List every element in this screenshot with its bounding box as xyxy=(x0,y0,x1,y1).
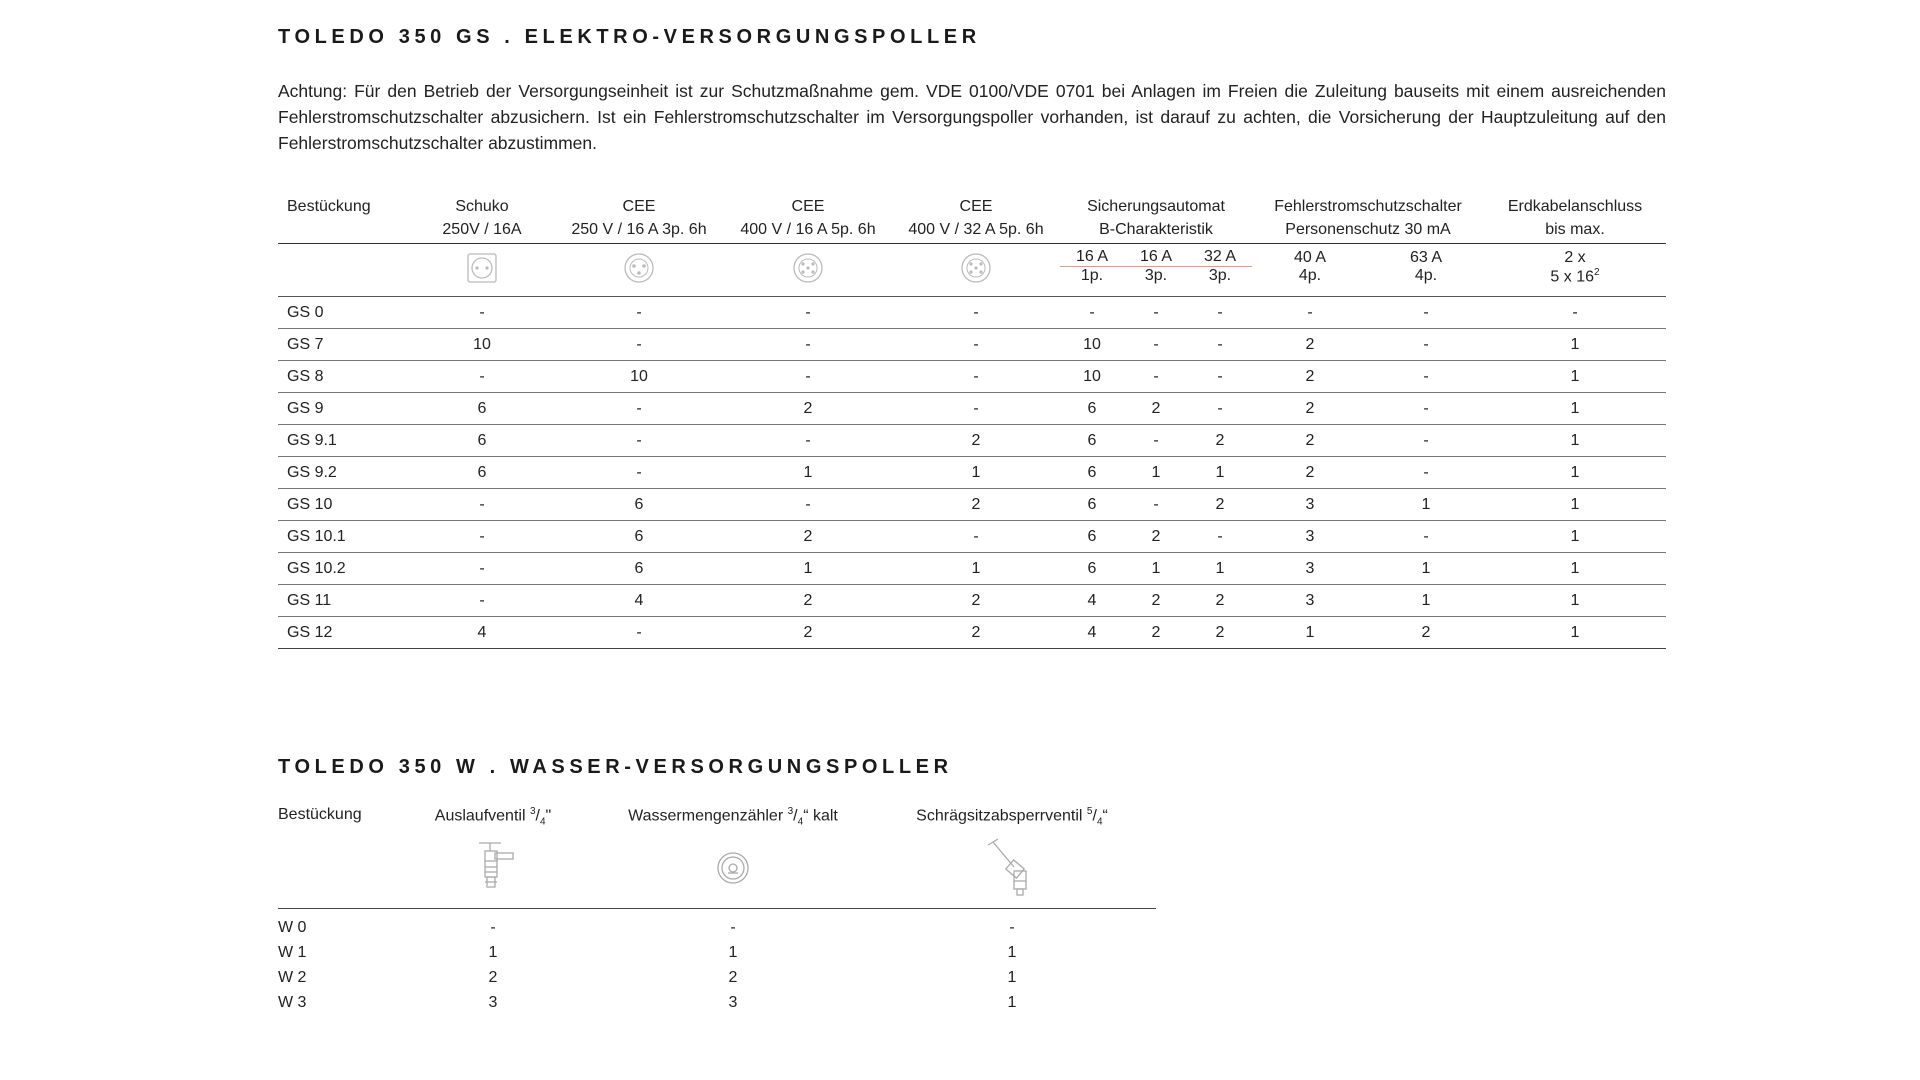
table-cell: - xyxy=(410,585,554,617)
table-cell: 4 xyxy=(410,617,554,649)
table-cell: 2 xyxy=(1188,425,1252,457)
table-cell: - xyxy=(1484,297,1666,329)
table-row xyxy=(278,553,1666,585)
table-cell: - xyxy=(1188,521,1252,553)
table-cell: 2 xyxy=(488,968,498,986)
sub-header-32a-3p: 32 A xyxy=(1188,244,1252,267)
table-cell: 2 xyxy=(728,968,738,986)
table-cell: - xyxy=(1368,361,1484,393)
angle-seat-valve-icon xyxy=(984,837,1040,904)
col-subheader-sicherungsautomat: B-Charakteristik xyxy=(1099,220,1213,238)
table-cell: 10 xyxy=(554,361,724,393)
table-cell: - xyxy=(724,361,892,393)
table-cell: 1 xyxy=(724,457,892,489)
wasser-section-title: TOLEDO 350 W . WASSER-VERSORGUNGSPOLLER xyxy=(278,756,953,778)
row-label: GS 12 xyxy=(278,617,410,649)
table-cell: - xyxy=(490,918,496,936)
col-header-sicherungsautomat: Sicherungsautomat xyxy=(1087,198,1225,215)
table-cell: 2 xyxy=(724,521,892,553)
table-cell: 2 xyxy=(1124,585,1188,617)
table-row xyxy=(278,393,1666,425)
table-cell: 6 xyxy=(1060,521,1124,553)
col-header-fehlerstrom: Fehlerstromschutzschalter xyxy=(1274,198,1462,215)
table-cell: - xyxy=(554,617,724,649)
table-cell: 10 xyxy=(1060,329,1124,361)
table-cell: - xyxy=(892,297,1060,329)
table-cell: 2 xyxy=(1124,521,1188,553)
table-cell: - xyxy=(1368,457,1484,489)
table-cell: 2 xyxy=(892,585,1060,617)
table-cell: 1 xyxy=(724,553,892,585)
table-cell: 6 xyxy=(410,457,554,489)
table-cell: 6 xyxy=(554,489,724,521)
table-cell: - xyxy=(724,297,892,329)
table-cell: 1 xyxy=(1484,521,1666,553)
table-cell: 2 xyxy=(1124,393,1188,425)
table-cell: - xyxy=(1368,425,1484,457)
table-cell: - xyxy=(1124,329,1188,361)
table-cell: 4 xyxy=(554,585,724,617)
table-cell: 1 xyxy=(1484,361,1666,393)
table-cell: - xyxy=(410,553,554,585)
table-cell: 1 xyxy=(1252,617,1368,649)
table-cell: 1 xyxy=(1124,553,1188,585)
table-row xyxy=(278,297,1666,329)
row-label: GS 10 xyxy=(278,489,410,521)
col-subheader-fehlerstrom: Personenschutz 30 mA xyxy=(1285,220,1451,238)
table-row xyxy=(278,457,1666,489)
table-cell: - xyxy=(724,489,892,521)
table-cell: - xyxy=(724,329,892,361)
col-subheader-erdkabel: bis max. xyxy=(1545,220,1605,238)
table-cell: 1 xyxy=(1484,617,1666,649)
table-cell: 10 xyxy=(1060,361,1124,393)
table-cell: 2 xyxy=(1188,489,1252,521)
sub-header-16a-1p: 16 A xyxy=(1060,244,1124,267)
col-header-cee-3: CEE xyxy=(959,198,993,215)
elektro-table xyxy=(278,188,1666,649)
elektro-notice: Achtung: Für den Betrieb der Versorgungseinheit ist zur Schutzmaßnahme gem. VDE 0100/VDE 0701 bei Anlagen im Freien die Zuleitung bauseits mit einem ausreichenden Fehlerstromschutzschalter abzusichern. Ist ein Fehlerstromschutzschalter im Versorgungspoller vorhanden, ist darauf zu achten, die Vorsicherung der Hauptzuleitung auf den Fehlerstromschutzschalter abzustimmen. xyxy=(278,81,1666,153)
table-cell: 2 xyxy=(1368,617,1484,649)
col-subheader-cee-2: 400 V / 16 A 5p. 6h xyxy=(740,220,876,238)
row-label: W 1 xyxy=(278,943,307,961)
schuko-socket-icon xyxy=(467,253,497,288)
row-label: GS 10.2 xyxy=(278,553,410,585)
col-header-bestueckung: Bestückung xyxy=(287,198,371,215)
table-cell: 2 xyxy=(1124,617,1188,649)
col-subheader-cee-3: 400 V / 32 A 5p. 6h xyxy=(908,220,1044,238)
table-cell: 4 xyxy=(1060,617,1124,649)
sub-header-erdkabel-count: 2 x xyxy=(1484,244,1666,267)
table-cell: - xyxy=(1009,918,1015,936)
table-row xyxy=(278,329,1666,361)
sub-header-poles-1p: 1p. xyxy=(1060,267,1124,297)
table-cell: - xyxy=(730,918,736,936)
table-cell: - xyxy=(1188,297,1252,329)
table-row xyxy=(278,361,1666,393)
table-cell: 2 xyxy=(1188,617,1252,649)
sub-header-40a: 40 A xyxy=(1252,244,1368,267)
table-cell: - xyxy=(554,297,724,329)
table-cell: 2 xyxy=(892,425,1060,457)
row-label: W 3 xyxy=(278,993,307,1011)
w-col-header-schraegsitz: Schrägsitzabsperrventil $^5/_4“$ xyxy=(916,806,1108,828)
sub-header-16a-3p: 16 A xyxy=(1124,244,1188,267)
table-cell: 1 xyxy=(1188,553,1252,585)
col-subheader-schuko: 250V / 16A xyxy=(442,220,522,238)
table-cell: 1 xyxy=(1484,585,1666,617)
table-cell: 1 xyxy=(1368,489,1484,521)
table-cell: 6 xyxy=(554,521,724,553)
row-label: W 2 xyxy=(278,968,307,986)
table-cell: 2 xyxy=(892,489,1060,521)
table-cell: - xyxy=(892,361,1060,393)
table-cell: - xyxy=(1124,489,1188,521)
table-cell: 2 xyxy=(892,617,1060,649)
sub-header-poles-4p-b: 4p. xyxy=(1368,267,1484,297)
sub-header-poles-4p: 4p. xyxy=(1252,267,1368,297)
table-cell: - xyxy=(554,457,724,489)
table-cell: 2 xyxy=(1252,425,1368,457)
table-cell: - xyxy=(1368,521,1484,553)
row-label: GS 7 xyxy=(278,329,410,361)
wasser-table xyxy=(278,806,1156,1015)
table-row xyxy=(278,965,1156,990)
table-cell: 4 xyxy=(1060,585,1124,617)
table-row xyxy=(278,585,1666,617)
table-cell: 6 xyxy=(1060,393,1124,425)
table-cell: 1 xyxy=(1368,585,1484,617)
table-cell: 1 xyxy=(892,553,1060,585)
table-cell: 3 xyxy=(1252,521,1368,553)
table-row xyxy=(278,940,1156,965)
water-meter-icon xyxy=(716,851,750,890)
table-cell: 1 xyxy=(1124,457,1188,489)
table-cell: 1 xyxy=(488,943,498,961)
table-cell: 3 xyxy=(728,993,738,1011)
table-cell: - xyxy=(1060,297,1124,329)
table-cell: 1 xyxy=(1484,393,1666,425)
table-cell: 6 xyxy=(1060,457,1124,489)
table-cell: 2 xyxy=(1252,457,1368,489)
table-cell: - xyxy=(410,297,554,329)
table-cell: 1 xyxy=(1484,457,1666,489)
row-label: GS 0 xyxy=(278,297,410,329)
table-cell: 1 xyxy=(1007,993,1017,1011)
sub-header-poles-3p: 3p. xyxy=(1124,267,1188,297)
table-row xyxy=(278,909,1156,941)
table-cell: 2 xyxy=(1252,393,1368,425)
table-cell: - xyxy=(554,329,724,361)
table-cell: - xyxy=(1368,393,1484,425)
table-cell: 2 xyxy=(1252,329,1368,361)
table-row xyxy=(278,990,1156,1015)
table-cell: 6 xyxy=(1060,425,1124,457)
table-cell: 1 xyxy=(1484,425,1666,457)
table-cell: 1 xyxy=(1007,943,1017,961)
table-cell: 2 xyxy=(724,617,892,649)
table-cell: - xyxy=(1188,393,1252,425)
table-cell: 2 xyxy=(724,585,892,617)
table-cell: - xyxy=(1368,297,1484,329)
table-cell: 10 xyxy=(410,329,554,361)
table-cell: 6 xyxy=(554,553,724,585)
table-cell: - xyxy=(1368,329,1484,361)
sub-header-63a: 63 A xyxy=(1368,244,1484,267)
col-header-schuko: Schuko xyxy=(455,198,509,215)
table-cell: 6 xyxy=(410,393,554,425)
w-col-header-bestueckung: Bestückung xyxy=(278,806,362,823)
table-cell: 1 xyxy=(1484,329,1666,361)
table-cell: - xyxy=(1124,297,1188,329)
w-col-header-auslaufventil: Auslaufventil $^3/_4$" xyxy=(434,806,552,828)
table-cell: 1 xyxy=(1188,457,1252,489)
sub-header-poles-3p-b: 3p. xyxy=(1188,267,1252,297)
table-cell: 3 xyxy=(1252,489,1368,521)
table-cell: 1 xyxy=(728,943,738,961)
row-label: GS 8 xyxy=(278,361,410,393)
table-cell: - xyxy=(1188,361,1252,393)
table-row xyxy=(278,425,1666,457)
cee-5pin-socket-icon xyxy=(960,252,992,289)
table-cell: - xyxy=(1188,329,1252,361)
col-header-cee-1: CEE xyxy=(622,198,656,215)
outlet-valve-icon xyxy=(469,837,517,904)
col-header-erdkabel: Erdkabelanschluss xyxy=(1507,198,1643,215)
row-label: GS 9.2 xyxy=(278,457,410,489)
table-cell: - xyxy=(892,521,1060,553)
col-subheader-cee-1: 250 V / 16 A 3p. 6h xyxy=(571,220,707,238)
table-cell: 1 xyxy=(892,457,1060,489)
table-cell: 6 xyxy=(1060,489,1124,521)
table-cell: - xyxy=(410,361,554,393)
table-cell: 1 xyxy=(1368,553,1484,585)
table-row xyxy=(278,489,1666,521)
row-label: GS 11 xyxy=(278,585,410,617)
cee-5pin-socket-icon xyxy=(792,252,824,289)
table-row xyxy=(278,521,1666,553)
row-label: GS 9 xyxy=(278,393,410,425)
row-label: W 0 xyxy=(278,918,307,936)
table-cell: - xyxy=(892,393,1060,425)
table-cell: - xyxy=(1124,361,1188,393)
sub-header-cable-size: 5 x $16^2$ xyxy=(1484,267,1666,297)
table-cell: - xyxy=(410,489,554,521)
row-label: GS 9.1 xyxy=(278,425,410,457)
table-cell: 1 xyxy=(1007,968,1017,986)
table-cell: - xyxy=(554,393,724,425)
table-cell: - xyxy=(410,521,554,553)
table-cell: - xyxy=(554,425,724,457)
w-col-header-wassermengenzaehler: Wassermengenzähler $^3/_4“$ kalt xyxy=(628,806,838,828)
row-label: GS 10.1 xyxy=(278,521,410,553)
table-cell: - xyxy=(1124,425,1188,457)
table-cell: 3 xyxy=(1252,553,1368,585)
elektro-section-title: TOLEDO 350 GS . ELEKTRO-VERSORGUNGSPOLLER xyxy=(278,26,981,48)
table-cell: - xyxy=(1252,297,1368,329)
table-cell: 6 xyxy=(1060,553,1124,585)
table-cell: - xyxy=(892,329,1060,361)
table-row xyxy=(278,617,1666,649)
col-header-cee-2: CEE xyxy=(791,198,825,215)
table-cell: 1 xyxy=(1484,489,1666,521)
table-cell: 2 xyxy=(1252,361,1368,393)
table-cell: 2 xyxy=(1188,585,1252,617)
table-cell: 1 xyxy=(1484,553,1666,585)
cee-3pin-socket-icon xyxy=(623,252,655,289)
table-cell: 3 xyxy=(488,993,498,1011)
table-cell: 2 xyxy=(724,393,892,425)
table-cell: 3 xyxy=(1252,585,1368,617)
table-cell: 6 xyxy=(410,425,554,457)
table-cell: - xyxy=(724,425,892,457)
